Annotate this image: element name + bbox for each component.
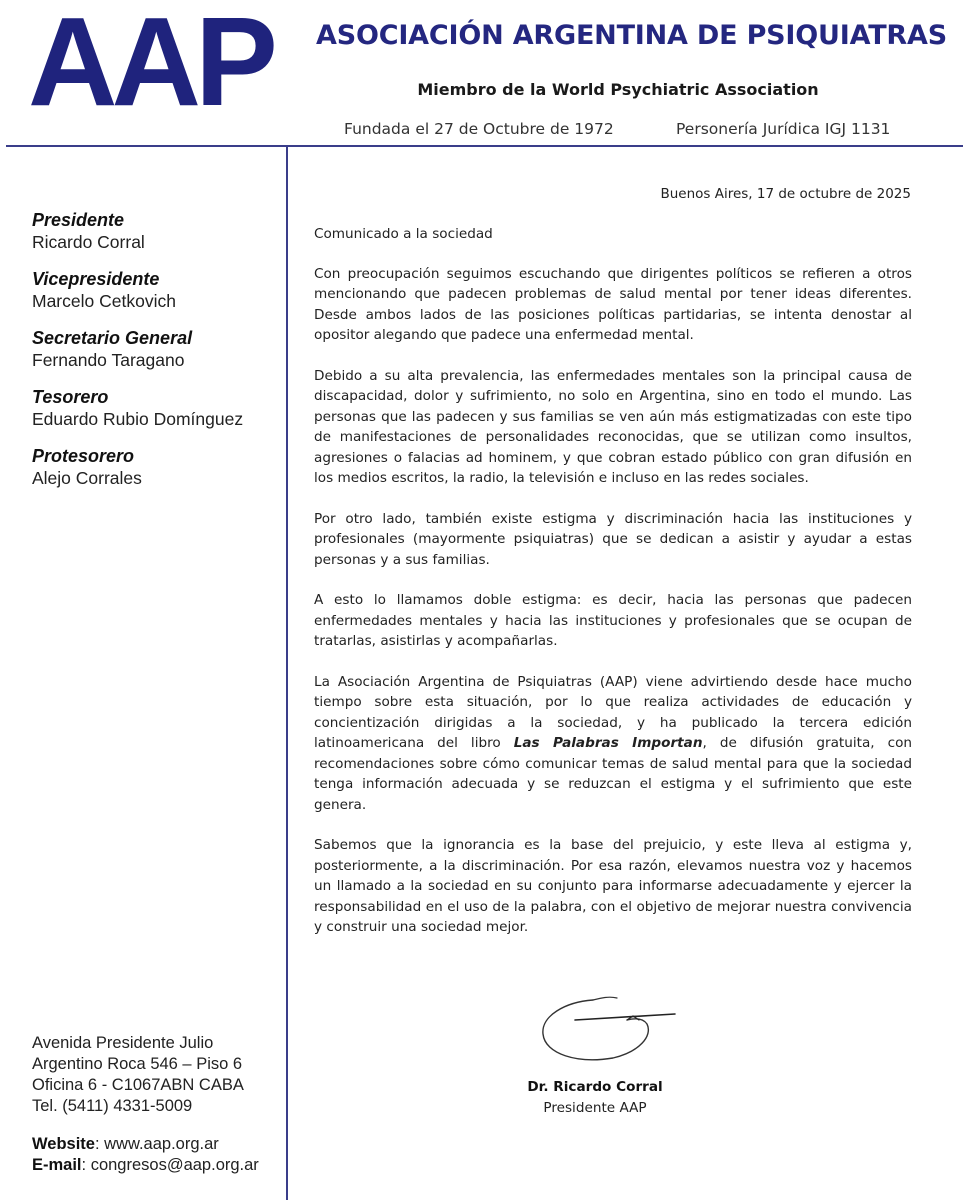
board-person-name: Ricardo Corral — [32, 232, 145, 252]
personeria-juridica: Personería Jurídica IGJ 1131 — [676, 120, 891, 138]
header-divider — [6, 145, 963, 147]
letter-paragraph: Debido a su alta prevalencia, las enfermedades mentales son la principal causa de discapacidad, dolor y sufrimiento, no solo en Argentina, sino en todo el mundo. Las personas que las padecen y sus familias se ven aún más estigmatizadas con este tipo de manifestaciones de personalidades reconocidas, que se utilizan como insultos, agresiones o falacias ad hominem, y que cobran estado público con gran difusión en los medios escritos, la radio, la televisión e incluso en las redes sociales. — [314, 367, 912, 486]
website-link[interactable]: www.aap.org.ar — [104, 1135, 219, 1153]
website-row: Website: www.aap.org.ar — [32, 1135, 219, 1153]
address-block — [32, 1033, 282, 1117]
board-person-name: Marcelo Cetkovich — [32, 291, 176, 311]
signer-role: Presidente AAP — [543, 1100, 647, 1116]
board-role: Vicepresidente — [32, 269, 160, 289]
email-link[interactable]: congresos@aap.org.ar — [90, 1156, 259, 1174]
board-person-name: Alejo Corrales — [32, 468, 142, 488]
board-member — [32, 446, 282, 489]
letter-subject: Comunicado a la sociedad — [314, 226, 493, 242]
board-role: Protesorero — [32, 446, 135, 466]
email-row: E-mail: congresos@aap.org.ar — [32, 1156, 259, 1174]
founded-date: Fundada el 27 de Octubre de 1972 — [344, 120, 614, 138]
letter-paragraph: Por otro lado, también existe estigma y discriminación hacia las instituciones y profesionales (mayormente psiquiatras) que se dedican a asistir y ayudar a estas personas y a sus familias. — [314, 510, 912, 568]
letter-date: Buenos Aires, 17 de octubre de 2025 — [660, 186, 911, 202]
paragraph-text: La Asociación Argentina de Psiquiatras (AAP) viene advirtiendo desde hace mucho tiempo sobre esta situación, por lo que realiza actividades de educación y concientización dirigidas a la sociedad, y ha publicado la tercera edición latinoamericana del libro — [314, 673, 912, 751]
aap-logo: AAP — [28, 0, 272, 133]
letter-paragraph: Con preocupación seguimos escuchando que dirigentes políticos se refieren a otros mencionando que padecen problemas de salud mental por tener ideas diferentes. Desde ambos lados de las posiciones políticas partidarias, se intenta denostar al opositor alegando que padece una enfermedad mental. — [314, 265, 912, 343]
member-line: Miembro de la World Psychiatric Association — [417, 80, 819, 99]
book-title: Las Palabras Importan — [513, 735, 703, 751]
letter-paragraph: A esto lo llamamos doble estigma: es decir, hacia las personas que padecen enfermedades mentales y hacia las instituciones y profesionales que se ocupan de tratarlas, asistirlas y acompañarlas. — [314, 592, 912, 649]
phone-number: Tel. (5411) 4331-5009 — [32, 1097, 193, 1115]
signature-mark — [535, 992, 685, 1064]
website-label: Website — [32, 1135, 95, 1153]
board-person-name: Eduardo Rubio Domínguez — [32, 409, 244, 429]
contact-block — [32, 1134, 284, 1176]
address-line: Oficina 6 - C1067ABN CABA — [32, 1076, 244, 1094]
paragraph-text: , de difusión gratuita, con recomendaciones sobre cómo comunicar temas de salud mental para que la sociedad tenga información adecuada y se reduzcan el estigma y el sufrimiento que este genera. — [314, 735, 912, 813]
address-line: Argentino Roca 546 – Piso 6 — [32, 1055, 243, 1073]
email-label: E-mail — [32, 1156, 82, 1174]
board-role: Secretario General — [32, 328, 193, 348]
sidebar-divider — [286, 147, 288, 1200]
board-role: Tesorero — [32, 387, 109, 407]
board-member — [32, 210, 282, 253]
signer-name: Dr. Ricardo Corral — [527, 1079, 663, 1095]
board-role: Presidente — [32, 210, 125, 230]
board-person-name: Fernando Taragano — [32, 350, 185, 370]
board-member — [32, 387, 282, 430]
letter-paragraph — [314, 672, 912, 816]
board-member — [32, 269, 282, 312]
address-line: Avenida Presidente Julio — [32, 1034, 214, 1052]
letter-paragraph: Sabemos que la ignorancia es la base del prejuicio, y este lleva al estigma y, posteriormente, a la discriminación. Por esa razón, elevamos nuestra voz y hacemos un llamado a la sociedad en su conjunto para informarse adecuadamente y ejercer la responsabilidad en el uso de la palabra, con el objetivo de mejorar nuestra convivencia y construir una sociedad mejor. — [314, 837, 912, 935]
board-list — [32, 210, 282, 505]
organization-name: ASOCIACIÓN ARGENTINA DE PSIQUIATRAS — [316, 20, 947, 51]
board-member — [32, 328, 282, 371]
letter-body — [314, 224, 912, 958]
